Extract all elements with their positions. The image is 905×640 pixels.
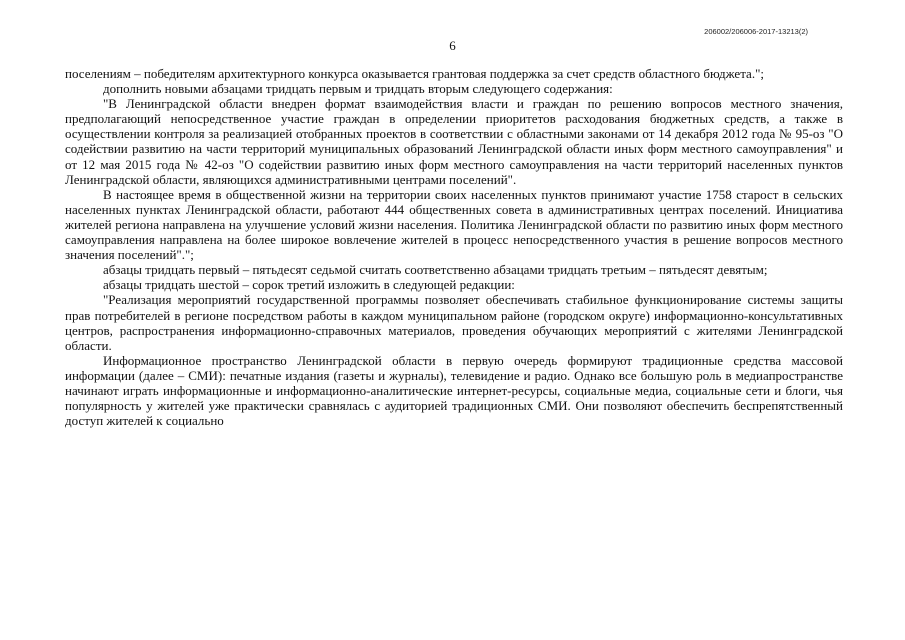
paragraph: "Реализация мероприятий государственной программы позволяет обеспечивать стабильное функционирование системы защиты прав потребителей в регионе посредством работы в каждом муниципальном районе (городском округе) информационно-консультативных центров, распространения информационно-справочных материалов, проведения обучающих мероприятий с жителями Ленинградской области. <box>65 292 843 353</box>
paragraph: абзацы тридцать шестой – сорок третий изложить в следующей редакции: <box>103 277 515 293</box>
document-id: 206002/206006-2017-13213(2) <box>704 27 808 36</box>
paragraph: В настоящее время в общественной жизни на территории своих населенных пунктов принимают участие 1758 старост в сельских населенных пунктах Ленинградской области, работают 444 общественных совета в административных центрах поселений. Инициатива жителей региона направлена на улучшение условий жизни населения. Политика Ленинградской области по развитию иных форм местного самоуправления направлена на более широкое вовлечение жителей в процесс непосредственного участия в решение вопросов местного значения поселений"."; <box>65 186 843 263</box>
paragraph: поселениям – победителям архитектурного конкурса оказывается грантовая поддержка за счет средств областного бюджета."; <box>65 66 764 81</box>
document-body <box>65 66 843 428</box>
page-number: 6 <box>449 38 456 53</box>
paragraph: абзацы тридцать первый – пятьдесят седьмой считать соответственно абзацами тридцать третьим – пятьдесят девятым; <box>103 262 768 278</box>
paragraph: Информационное пространство Ленинградской области в первую очередь формируют традиционные средства массовой информации (далее – СМИ): печатные издания (газеты и журналы), телевидение и радио. Однако все большую роль в медиапространстве начинают играть информационные и информационно-аналитические интернет-ресурсы, социальные медиа, социальные сети и блоги, чья популярность у жителей уже практически сравнялась с аудиторией традиционных СМИ. Они позволяют обеспечить беспрепятственный доступ жителей к социально <box>65 352 843 429</box>
paragraph: дополнить новыми абзацами тридцать первым и тридцать вторым следующего содержания: <box>103 81 613 97</box>
paragraph: "В Ленинградской области внедрен формат взаимодействия власти и граждан по решению вопросов местного значения, предполагающий непосредственное участие граждан в определении приоритетов расходования бюджетных средств, а также в осуществлении контроля за реализацией отобранных проектов в соответствии с областными законами от 14 декабря 2012 года № 95-оз "О содействии развитию на части территорий муниципальных образований Ленинградской области иных форм местного самоуправления" и от 12 мая 2015 года № 42-оз "О содействии развитию иных форм местного самоуправления на части территорий населенных пунктов Ленинградской области, являющихся административными центрами поселений". <box>65 96 843 187</box>
